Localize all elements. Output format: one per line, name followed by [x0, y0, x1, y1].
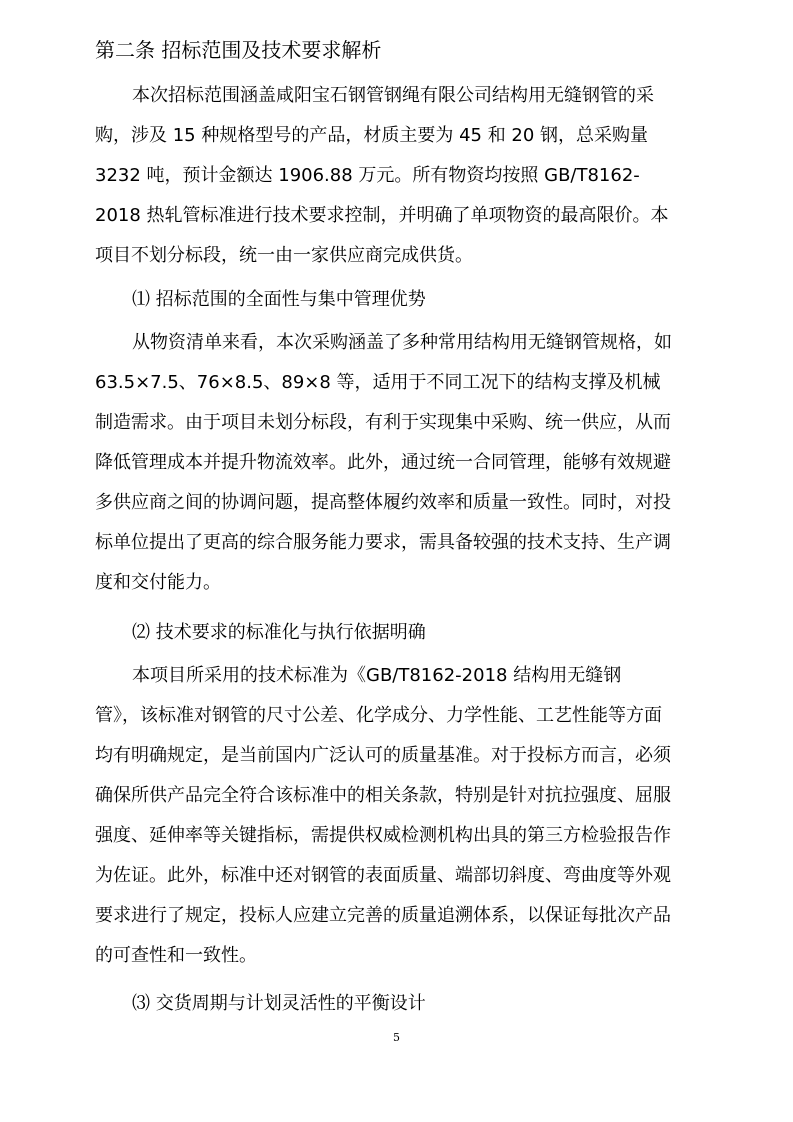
page-number: 5 [393, 1031, 400, 1044]
paragraph-line: 为佐证。此外，标准中还对钢管的表面质量、端部切斜度、弯曲度等外观 [95, 865, 671, 886]
subsection-2-paragraph [95, 656, 695, 976]
paragraph-line: 确保所供产品完全符合该标准中的相关条款，特别是针对抗拉强度、屈服 [95, 785, 671, 806]
paragraph-line: 均有明确规定，是当前国内广泛认可的质量基准。对于投标方而言，必须 [95, 745, 671, 766]
paragraph-line: 本次招标范围涵盖咸阳宝石钢管钢绳有限公司结构用无缝钢管的采 [132, 85, 654, 106]
paragraph-line: 3232 吨，预计金额达 1906.88 万元。所有物资均按照 GB/T8162- [95, 165, 640, 186]
paragraph-line: 的可查性和一致性。 [95, 945, 257, 966]
intro-paragraph [95, 76, 695, 276]
paragraph-line: 管》，该标准对钢管的尺寸公差、化学成分、力学性能、工艺性能等方面 [95, 705, 662, 726]
paragraph-line: 购，涉及 15 种规格型号的产品，材质主要为 45 和 20 钢，总采购量 [95, 125, 649, 146]
paragraph-line: 降低管理成本并提升物流效率。此外，通过统一合同管理，能够有效规避 [95, 452, 671, 473]
paragraph-line: 从物资清单来看，本次采购涵盖了多种常用结构用无缝钢管规格，如 [132, 332, 672, 353]
paragraph-line: 要求进行了规定，投标人应建立完善的质量追溯体系，以保证每批次产品 [95, 905, 671, 926]
subsection-heading-1: ⑴ 招标范围的全面性与集中管理优势 [132, 289, 426, 310]
paragraph-line: 度和交付能力。 [95, 572, 221, 593]
paragraph-line: 2018 热轧管标准进行技术要求控制，并明确了单项物资的最高限价。本 [95, 205, 669, 226]
paragraph-line: 项目不划分标段，统一由一家供应商完成供货。 [95, 245, 473, 266]
paragraph-line: 本项目所采用的技术标准为《GB/T8162-2018 结构用无缝钢 [132, 665, 622, 686]
subsection-heading-2: ⑵ 技术要求的标准化与执行依据明确 [132, 622, 426, 643]
section-title: 第二条 招标范围及技术要求解析 [95, 38, 382, 62]
subsection-1-paragraph [95, 323, 695, 603]
paragraph-line: 强度、延伸率等关键指标，需提供权威检测机构出具的第三方检验报告作 [95, 825, 671, 846]
paragraph-line: 标单位提出了更高的综合服务能力要求，需具备较强的技术支持、生产调 [95, 532, 671, 553]
paragraph-line: 63.5×7.5、76×8.5、89×8 等，适用于不同工况下的结构支撑及机械 [95, 372, 661, 393]
subsection-heading-3: ⑶ 交货周期与计划灵活性的平衡设计 [132, 993, 426, 1014]
paragraph-line: 多供应商之间的协调问题，提高整体履约效率和质量一致性。同时，对投 [95, 492, 671, 513]
paragraph-line: 制造需求。由于项目未划分标段，有利于实现集中采购、统一供应，从而 [95, 412, 671, 433]
